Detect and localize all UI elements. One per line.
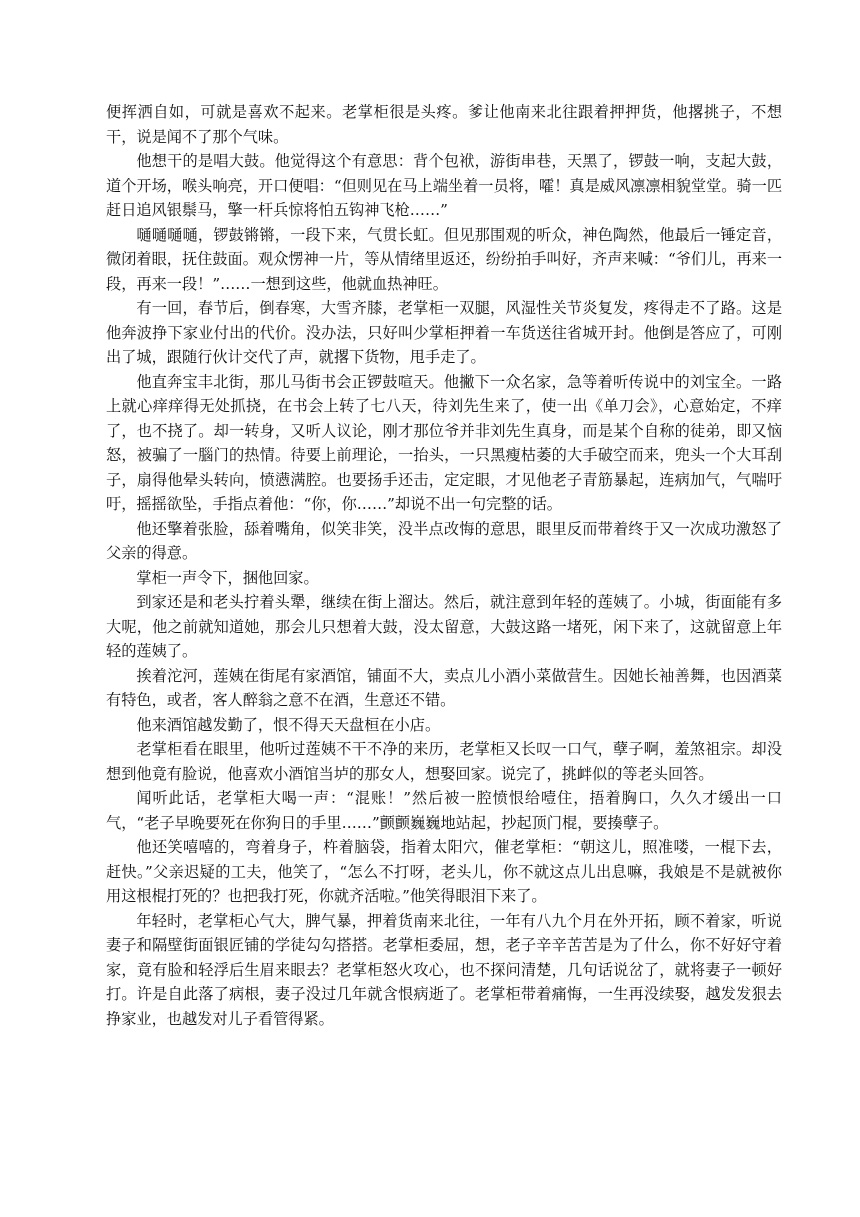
paragraph: 嗵嗵嗵嗵，锣鼓锵锵，一段下来，气贯长虹。但见那围观的听众，神色陶然，他最后一锤定音，微闭着眼，抚住鼓面。观众愣神一片，等从情绪里返还，纷纷拍手叫好，齐声来喊：“爷们儿，再来一段，再来一段！”……一想到这些，他就血热神旺。 <box>106 225 783 293</box>
paragraph: 他来酒馆越发勤了，恨不得天天盘桓在小店。 <box>136 715 441 734</box>
paragraph: 他直奔宝丰北街，那儿马街书会正锣鼓喧天。他撇下一众名家，急等着听传说中的刘宝全。一路上就心痒痒得无处抓挠，在书会上转了七八天，待刘先生来了，使一出《单刀会》，心意始定，不痒了，也不挠了。却一转身，又听人议论，刚才那位爷并非刘先生真身，而是某个自称的徒弟，即又恼怒，被骗了一腦门的热情。待要上前理论，一抬头，一只黑瘦枯萎的大手破空而来，兜头一个大耳刮子，扇得他晕头转向，愤懑满腔。也要扬手还击，定定眼，才见他老子青筋暴起，连病加气，气喘吁吁，摇摇欲坠，手指点着他：“你，你……”却说不出一句完整的话。 <box>106 372 782 513</box>
paragraph: 到家还是和老头拧着头犟，继续在街上溜达。然后，就注意到年轻的莲姨了。小城，街面能有多大呢，他之前就知道她，那会儿只想着大鼓，没太留意，大鼓这路一堵死，闲下来了，这就留意上年轻的莲姨了。 <box>106 593 782 660</box>
paragraph: 闻听此话，老掌柜大喝一声：“混账！”然后被一腔愤恨给噎住，捂着胸口，久久才缓出一口气，“老子早晚要死在你狗日的手里……”颤颤巍巍地站起，抄起顶门棍，要揍孽子。 <box>106 789 782 832</box>
paragraph: 他还擎着张脸，舔着嘴角，似笑非笑，没半点改悔的意思，眼里反而带着终于又一次成功激怒了父亲的得意。 <box>106 519 782 562</box>
paragraph: 有一回，春节后，倒春寒，大雪齐膝，老掌柜一双腿，风湿性关节炎复发，疼得走不了路。这是他奔波挣下家业付出的代价。没办法，只好叫少掌柜押着一车货送往省城开封。他倒是答应了，可刚出了城，跟随行伙计交代了声，就撂下货物，甩手走了。 <box>106 299 782 366</box>
paragraph: 老掌柜看在眼里，他听过莲姨不干不净的来历，老掌柜又长叹一口气，孽子啊，羞煞祖宗。却没想到他竟有脸说，他喜欢小酒馆当垆的那女人，想娶回家。说完了，挑衅似的等老头回答。 <box>106 740 782 783</box>
paragraph: 掌柜一声令下，捆他回家。 <box>136 568 319 587</box>
paragraph: 年轻时，老掌柜心气大，脾气暴，押着货南来北往，一年有八九个月在外开拓，顾不着家，听说妻子和隔壁街面银匠铺的学徒勾勾搭搭。老掌柜委屈，想，老子辛辛苦苦是为了什么，你不好好守着家，竟有脸和轻浮后生眉来眼去？老掌柜怒火攻心，也不探问清楚，几句话说岔了，就将妻子一顿好打。许是自此落了病根，妻子没过几年就含恨病逝了。老掌柜带着痛悔，一生再没续娶，越发发狠去挣家业，也越发对儿子看管得紧。 <box>106 911 782 1028</box>
paragraph: 他想干的是唱大鼓。他觉得这个有意思：背个包袱，游街串巷，天黑了，锣鼓一响，支起大鼓，道个开场，喉头响亮，开口便唱：“但则见在马上端坐着一员将，嚯！真是威风凛凛相貌堂堂。骑一匹赶日追风银鬃马，擎一杆兵惊将怕五钩神飞枪……” <box>106 152 783 219</box>
paragraph: 他还笑嘻嘻的，弯着身子，杵着脑袋，指着太阳穴，催老掌柜：“朝这儿，照准喽，一棍下去，赶快。”父亲迟疑的工夫，他笑了，“怎么不打呀，老头儿，你不就这点儿出息嘛，我娘是不是就被你用这根棍打死的？也把我打死，你就齐活啦。”他笑得眼泪下来了。 <box>106 838 782 905</box>
paragraph: 挨着沱河，莲姨在街尾有家酒馆，铺面不大，卖点儿小酒小菜做营生。因她长袖善舞，也因酒菜有特色，或者，客人醉翁之意不在酒，生意还不错。 <box>106 666 782 709</box>
article-body <box>106 100 782 1031</box>
paragraph-continued: 便挥洒自如，可就是喜欢不起来。老掌柜很是头疼。爹让他南来北往跟着押押货，他撂挑子，不想干，说是闻不了那个气味。 <box>106 103 782 146</box>
